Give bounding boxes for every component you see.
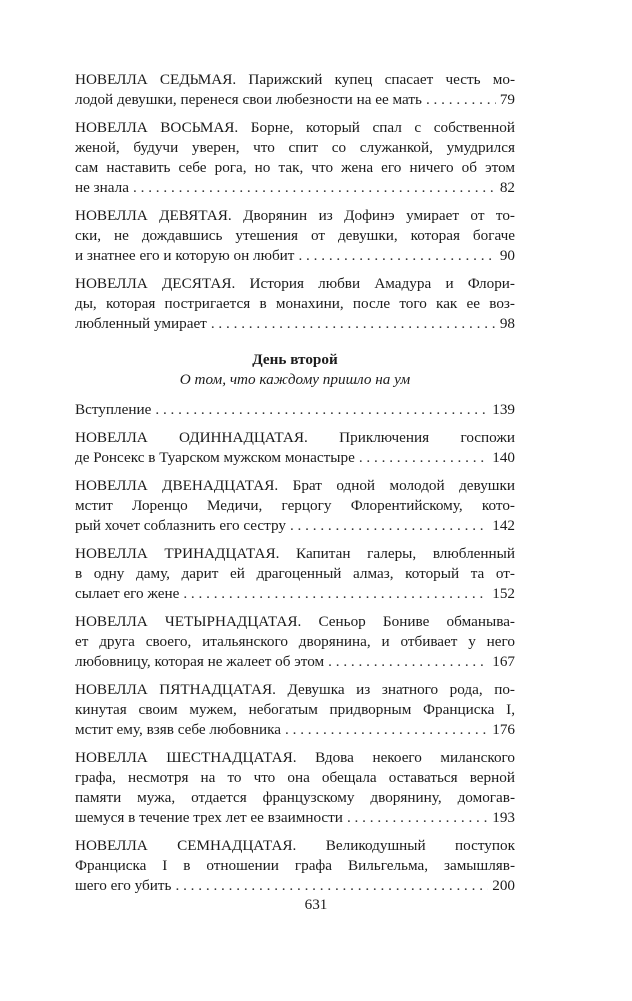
toc-entry-text: рый хочет соблазнить его сестру — [75, 517, 286, 534]
toc-entry-line: НОВЕЛЛА ОДИННАДЦАТАЯ. Приключения госпожи — [75, 429, 515, 446]
toc-entry-line: кинутая своим мужем, небогатым придворным Франциска I, — [75, 701, 515, 718]
toc-entry-line: НОВЕЛЛА ДВЕНАДЦАТАЯ. Брат одной молодой девушки — [75, 477, 515, 494]
toc-page-number: 200 — [492, 877, 515, 894]
toc-entry-line: НОВЕЛЛА ДЕВЯТАЯ. Дворянин из Дофинэ умирает от то- — [75, 207, 515, 224]
toc-section-day-two — [75, 400, 515, 896]
toc-entry — [75, 400, 515, 420]
toc-entry-line: памяти мужа, отдается французскому дворянину, домогав- — [75, 789, 515, 806]
toc-entry — [75, 274, 515, 334]
toc-entry-last-line — [75, 400, 515, 420]
dot-leader — [426, 90, 496, 110]
toc-entry-line: НОВЕЛЛА ТРИНАДЦАТАЯ. Капитан галеры, влюбленный — [75, 545, 515, 562]
toc-entry-line: Франциска I в отношении графа Вильгельма, замышляв- — [75, 857, 515, 874]
toc-entry-line: ды, которая постригается в монахини, после того как ее воз- — [75, 295, 515, 312]
toc-entry-line: женой, будучи уверен, что спит со служанкой, умудрился — [75, 139, 515, 156]
dot-leader — [133, 178, 496, 198]
toc-entry-line: НОВЕЛЛА ДЕСЯТАЯ. История любви Амадура и Флори- — [75, 275, 515, 292]
toc-page-number: 176 — [492, 721, 515, 738]
toc-entry-line: мстит Лоренцо Медичи, герцогу Флорентийскому, кото- — [75, 497, 515, 514]
toc-section-day-one — [75, 70, 515, 334]
dot-leader — [359, 448, 488, 468]
toc-entry — [75, 680, 515, 740]
toc-entry-line: в одну даму, дарит ей драгоценный алмаз, который та от- — [75, 565, 515, 582]
toc-entry-text: шемуся в течение трех лет ее взаимности — [75, 809, 343, 826]
toc-entry-last-line — [75, 876, 515, 896]
toc-entry-last-line — [75, 720, 515, 740]
toc-page-number: 98 — [499, 315, 515, 332]
toc-entry — [75, 118, 515, 198]
toc-page-number: 142 — [492, 517, 515, 534]
toc-page-number: 139 — [492, 401, 515, 418]
dot-leader — [285, 720, 488, 740]
toc-page-number: 90 — [499, 247, 515, 264]
toc-entry-line: НОВЕЛЛА ШЕСТНАДЦАТАЯ. Вдова некоего миланского — [75, 749, 515, 766]
toc-entry — [75, 428, 515, 468]
toc-entry — [75, 476, 515, 536]
toc-entry-text: не знала — [75, 179, 129, 196]
table-of-contents — [75, 70, 515, 904]
toc-entry-text: лодой девушки, перенеся свои любезности на ее мать — [75, 91, 422, 108]
toc-entry-text: шего его убить — [75, 877, 172, 894]
toc-entry — [75, 612, 515, 672]
toc-entry-line: ски, не дождавшись утешения от девушки, которая богаче — [75, 227, 515, 244]
dot-leader — [290, 516, 488, 536]
toc-entry-last-line — [75, 90, 515, 110]
toc-entry-line: НОВЕЛЛА ВОСЬМАЯ. Борне, который спал с собственной — [75, 119, 515, 136]
toc-page-number: 193 — [492, 809, 515, 826]
toc-entry — [75, 836, 515, 896]
toc-entry-last-line — [75, 652, 515, 672]
toc-entry-line: НОВЕЛЛА ПЯТНАДЦАТАЯ. Девушка из знатного рода, по- — [75, 681, 515, 698]
toc-entry — [75, 544, 515, 604]
toc-entry-last-line — [75, 178, 515, 198]
toc-entry-last-line — [75, 246, 515, 266]
toc-entry-line: НОВЕЛЛА СЕМНАДЦАТАЯ. Великодушный поступок — [75, 837, 515, 854]
toc-entry-last-line — [75, 584, 515, 604]
toc-entry-text: любленный умирает — [75, 315, 207, 332]
toc-entry-line: НОВЕЛЛА СЕДЬМАЯ. Парижский купец спасает честь мо- — [75, 71, 515, 88]
toc-page-number: 140 — [492, 449, 515, 466]
toc-entry-line: графа, несмотря на то что она обещала оставаться верной — [75, 769, 515, 786]
dot-leader — [155, 400, 488, 420]
toc-entry-line: сам наставить себе рога, но так, что жена его ничего об этом — [75, 159, 515, 176]
toc-entry — [75, 70, 515, 110]
day-heading: День второй — [252, 351, 338, 368]
dot-leader — [328, 652, 488, 672]
toc-page-number: 79 — [499, 91, 515, 108]
toc-entry-text: мстит ему, взяв себе любовника — [75, 721, 281, 738]
toc-entry-text: Вступление — [75, 401, 152, 418]
dot-leader — [347, 808, 488, 828]
toc-entry-text: и знатнее его и которую он любит — [75, 247, 295, 264]
toc-entry-last-line — [75, 448, 515, 468]
dot-leader — [183, 584, 488, 604]
toc-entry-last-line — [75, 516, 515, 536]
toc-entry-line: ет друга своего, итальянского дворянина, и отбивает у него — [75, 633, 515, 650]
toc-entry-last-line — [75, 314, 515, 334]
toc-page-number: 82 — [499, 179, 515, 196]
dot-leader — [298, 246, 495, 266]
dot-leader — [211, 314, 496, 334]
day-subtitle: О том, что каждому пришло на ум — [179, 371, 411, 388]
dot-leader — [175, 876, 488, 896]
toc-entry — [75, 206, 515, 266]
page-number: 631 — [304, 896, 328, 913]
toc-entry-last-line — [75, 808, 515, 828]
toc-entry-text: любовницу, которая не жалеет об этом — [75, 653, 325, 670]
toc-page-number: 167 — [492, 653, 515, 670]
toc-entry-text: де Ронсекс в Туарском мужском монастыре — [75, 449, 355, 466]
toc-entry-line: НОВЕЛЛА ЧЕТЫРНАДЦАТАЯ. Сеньор Бониве обманыва- — [75, 613, 515, 630]
toc-entry-text: сылает его жене — [75, 585, 180, 602]
toc-page-number: 152 — [492, 585, 515, 602]
toc-entry — [75, 748, 515, 828]
